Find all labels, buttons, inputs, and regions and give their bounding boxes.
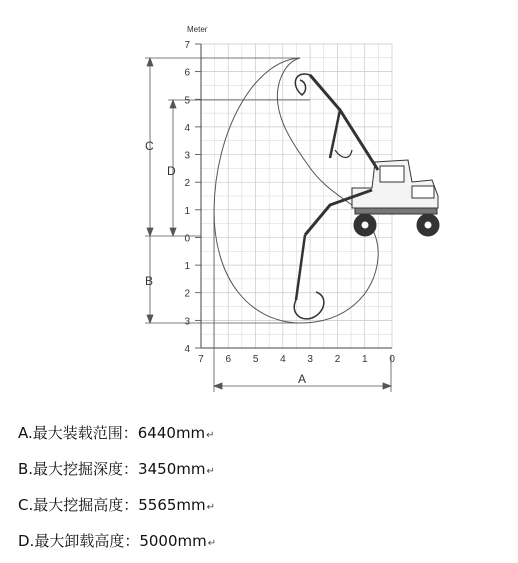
- y-tick-label: 4: [184, 344, 190, 355]
- x-tick-label: 6: [225, 354, 232, 365]
- x-tick-label: 0: [389, 354, 395, 365]
- paragraph-mark-icon: ↵: [206, 502, 216, 513]
- x-tick-label: 3: [307, 354, 313, 365]
- boom-raised: [310, 75, 378, 170]
- y-tick-label: 7: [184, 40, 190, 51]
- x-tick-label: 1: [362, 354, 368, 365]
- y-tick-label: 2: [184, 178, 190, 190]
- y-tick-label: 1: [184, 205, 190, 217]
- dimension-b-label: B: [145, 274, 154, 288]
- y-tick-label: 1: [184, 261, 190, 273]
- y-tick-label: 2: [184, 288, 190, 300]
- dimension-c-label: C: [145, 139, 154, 153]
- y-tick-label: 0: [184, 233, 190, 245]
- unit-label: Meter: [187, 25, 208, 34]
- dimension-b: [145, 236, 300, 323]
- arm-lowered: [296, 235, 305, 300]
- y-tick-label: 6: [184, 67, 190, 79]
- spec-text: D.最大卸载高度：5000mm: [18, 532, 207, 550]
- x-tick-label: 2: [334, 354, 341, 365]
- spec-text: C.最大挖掘高度：5565mm: [18, 496, 206, 514]
- y-tick-label: 3: [184, 150, 190, 162]
- spec-line-c: [18, 496, 215, 517]
- bucket-raised: [295, 74, 310, 95]
- spec-text: A.最大装载范围：6440mm: [18, 424, 206, 442]
- paragraph-mark-icon: ↵: [206, 430, 215, 441]
- y-tick-label: 4: [184, 122, 190, 134]
- paragraph-mark-icon: ↵: [207, 538, 217, 549]
- y-tick-labels: [184, 40, 201, 355]
- engine-cover: [412, 186, 434, 198]
- x-tick-label: 7: [198, 354, 204, 365]
- spec-text: B.最大挖掘深度：3450mm: [18, 460, 206, 478]
- spec-line-a: [18, 424, 215, 445]
- dimension-a-label: A: [298, 372, 307, 386]
- x-tick-labels: [198, 354, 395, 365]
- x-tick-label: 5: [252, 354, 259, 365]
- y-tick-label: 3: [184, 316, 190, 328]
- spec-line-d: [18, 532, 216, 553]
- undercarriage: [355, 208, 437, 214]
- spec-line-b: [18, 460, 215, 481]
- y-tick-label: 5: [184, 95, 190, 107]
- cab-window: [380, 166, 404, 182]
- bucket-lowered: [294, 292, 324, 319]
- x-tick-label: 4: [280, 354, 286, 365]
- excavator: [294, 74, 439, 319]
- dimension-c: [145, 58, 300, 236]
- dimension-d-label: D: [167, 164, 176, 178]
- paragraph-mark-icon: ↵: [206, 466, 215, 477]
